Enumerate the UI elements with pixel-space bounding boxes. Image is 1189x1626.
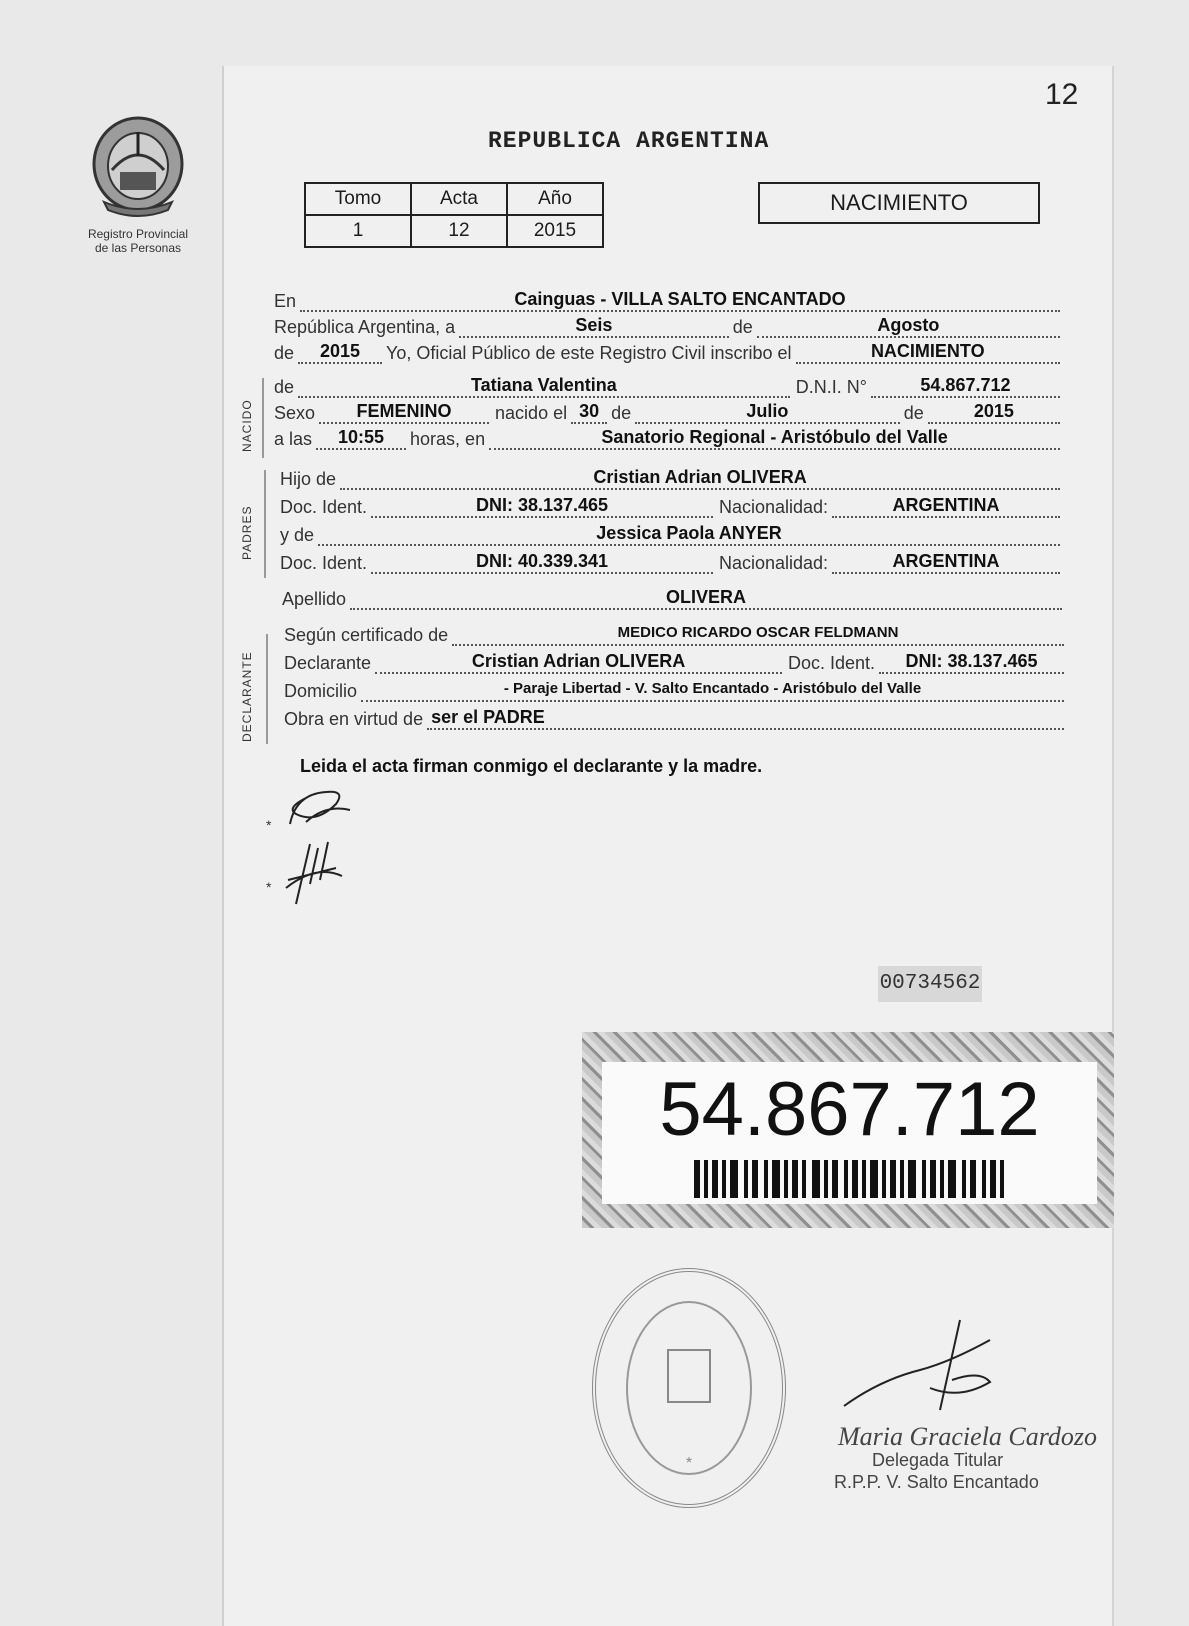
role-value: ser el PADRE: [427, 706, 1064, 730]
closing-statement: Leida el acta firman conmigo el declarante y la madre.: [300, 756, 763, 776]
declarant-label: Declarante: [284, 653, 372, 673]
month-label: de: [732, 317, 753, 337]
statement-line: [274, 340, 1060, 364]
place-line: [274, 288, 1060, 312]
birth-place: Sanatorio Regional - Aristóbulo del Valle: [489, 426, 1060, 450]
surname-value: OLIVERA: [350, 586, 1062, 610]
padres-bracket: [264, 470, 266, 578]
father-line: [280, 466, 1060, 490]
mother-line: [280, 522, 1060, 546]
declarant-line: [284, 650, 1064, 674]
declarant-doc-label: Doc. Ident.: [787, 653, 876, 673]
place-value: Cainguas - VILLA SALTO ENCANTADO: [300, 288, 1060, 312]
official-seal: [592, 1268, 786, 1508]
svg-text:*: *: [685, 1455, 693, 1472]
value-anio: 2015: [507, 215, 603, 247]
declarante-bracket: [266, 634, 268, 744]
father-doc-line: [280, 494, 1060, 518]
control-number: 00734562: [878, 966, 982, 1002]
year-label: de: [274, 343, 295, 363]
official-role: Delegada Titular: [872, 1450, 1004, 1470]
svg-text:*: *: [266, 879, 272, 895]
coat-of-arms-icon: [86, 110, 190, 222]
official-office: R.P.P. V. Salto Encantado: [834, 1472, 1039, 1492]
father-doc-label: Doc. Ident.: [280, 497, 368, 517]
father-label: Hijo de: [280, 469, 337, 489]
mother-nat-label: Nacionalidad:: [718, 553, 829, 573]
seal-emblem-icon: [596, 1272, 782, 1504]
header-acta: Acta: [411, 183, 507, 215]
registry-table: [304, 182, 604, 248]
child-dni-label: D.N.I. N°: [795, 377, 867, 397]
father-doc: DNI: 38.137.465: [371, 494, 713, 518]
birth-place-label: horas, en: [410, 429, 486, 449]
role-line: [284, 706, 1064, 730]
birth-place-line: [274, 426, 1060, 450]
child-name-label: de: [274, 377, 295, 397]
birth-day-label: nacido el: [495, 403, 568, 423]
surname-line: [282, 586, 1062, 610]
act-type-box: NACIMIENTO: [758, 182, 1040, 224]
mother-name: Jessica Paola ANYER: [318, 522, 1060, 546]
address-value: - Paraje Libertad - V. Salto Encantado - Aristóbulo del Valle: [361, 678, 1064, 702]
statement-text: Yo, Oficial Público de este Registro Civil inscribo el: [386, 343, 792, 363]
declarant-name: Cristian Adrian OLIVERA: [375, 650, 782, 674]
birth-month-label: de: [611, 403, 632, 423]
country-title: REPUBLICA ARGENTINA: [488, 128, 770, 154]
role-label: Obra en virtud de: [284, 709, 424, 729]
mother-nationality: ARGENTINA: [832, 550, 1060, 574]
sticker-number: 54.867.712: [659, 1067, 1040, 1152]
surname-label: Apellido: [282, 589, 347, 609]
statement-value: NACIMIENTO: [796, 340, 1060, 364]
sex-value: FEMENINO: [319, 400, 489, 424]
year-value: 2015: [298, 340, 382, 364]
child-sex-line: [274, 400, 1060, 424]
logo-label-line2: de las Personas: [94, 241, 182, 255]
declarant-doc: DNI: 38.137.465: [879, 650, 1064, 674]
value-acta: 12: [411, 215, 507, 247]
child-name-line: [274, 374, 1060, 398]
official-signature: [840, 1310, 1000, 1420]
time-label: a las: [274, 429, 313, 449]
father-name: Cristian Adrian OLIVERA: [340, 466, 1060, 490]
mother-label: y de: [280, 525, 315, 545]
value-tomo: 1: [305, 215, 411, 247]
day-label: República Argentina, a: [274, 317, 456, 337]
logo-label-line1: Registro Provincial: [87, 227, 189, 241]
mother-doc: DNI: 40.339.341: [371, 550, 713, 574]
date-line: [274, 314, 1060, 338]
certificate-label: Según certificado de: [284, 625, 449, 645]
declarant-signatures: [266, 784, 376, 914]
father-nationality: ARGENTINA: [832, 494, 1060, 518]
birth-month: Julio: [635, 400, 900, 424]
certificate-line: [284, 622, 1064, 646]
header-anio: Año: [507, 183, 603, 215]
declarante-section-label: DECLARANTE: [240, 651, 254, 742]
child-dni: 54.867.712: [871, 374, 1060, 398]
birth-time: 10:55: [316, 426, 406, 450]
sex-label: Sexo: [274, 403, 316, 423]
barcode-icon: [694, 1160, 1006, 1198]
mother-doc-line: [280, 550, 1060, 574]
nacido-section-label: NACIDO: [240, 399, 254, 452]
address-label: Domicilio: [284, 681, 358, 701]
certificate-value: MEDICO RICARDO OSCAR FELDMANN: [452, 622, 1064, 646]
padres-section-label: PADRES: [240, 505, 254, 560]
mother-doc-label: Doc. Ident.: [280, 553, 368, 573]
address-line: [284, 678, 1064, 702]
official-name: Maria Graciela Cardozo: [838, 1422, 1098, 1451]
birth-day: 30: [571, 400, 607, 424]
month-value: Agosto: [757, 314, 1060, 338]
father-nat-label: Nacionalidad:: [718, 497, 829, 517]
place-label: En: [274, 291, 297, 311]
nacido-bracket: [262, 378, 264, 458]
birth-year: 2015: [928, 400, 1060, 424]
day-value: Seis: [459, 314, 729, 338]
svg-text:*: *: [266, 817, 272, 833]
page-number: 12: [1045, 78, 1079, 111]
dni-sticker: [582, 1032, 1114, 1228]
header-tomo: Tomo: [305, 183, 411, 215]
registry-logo: [78, 110, 198, 255]
birth-year-label: de: [903, 403, 924, 423]
child-name: Tatiana Valentina: [298, 374, 790, 398]
